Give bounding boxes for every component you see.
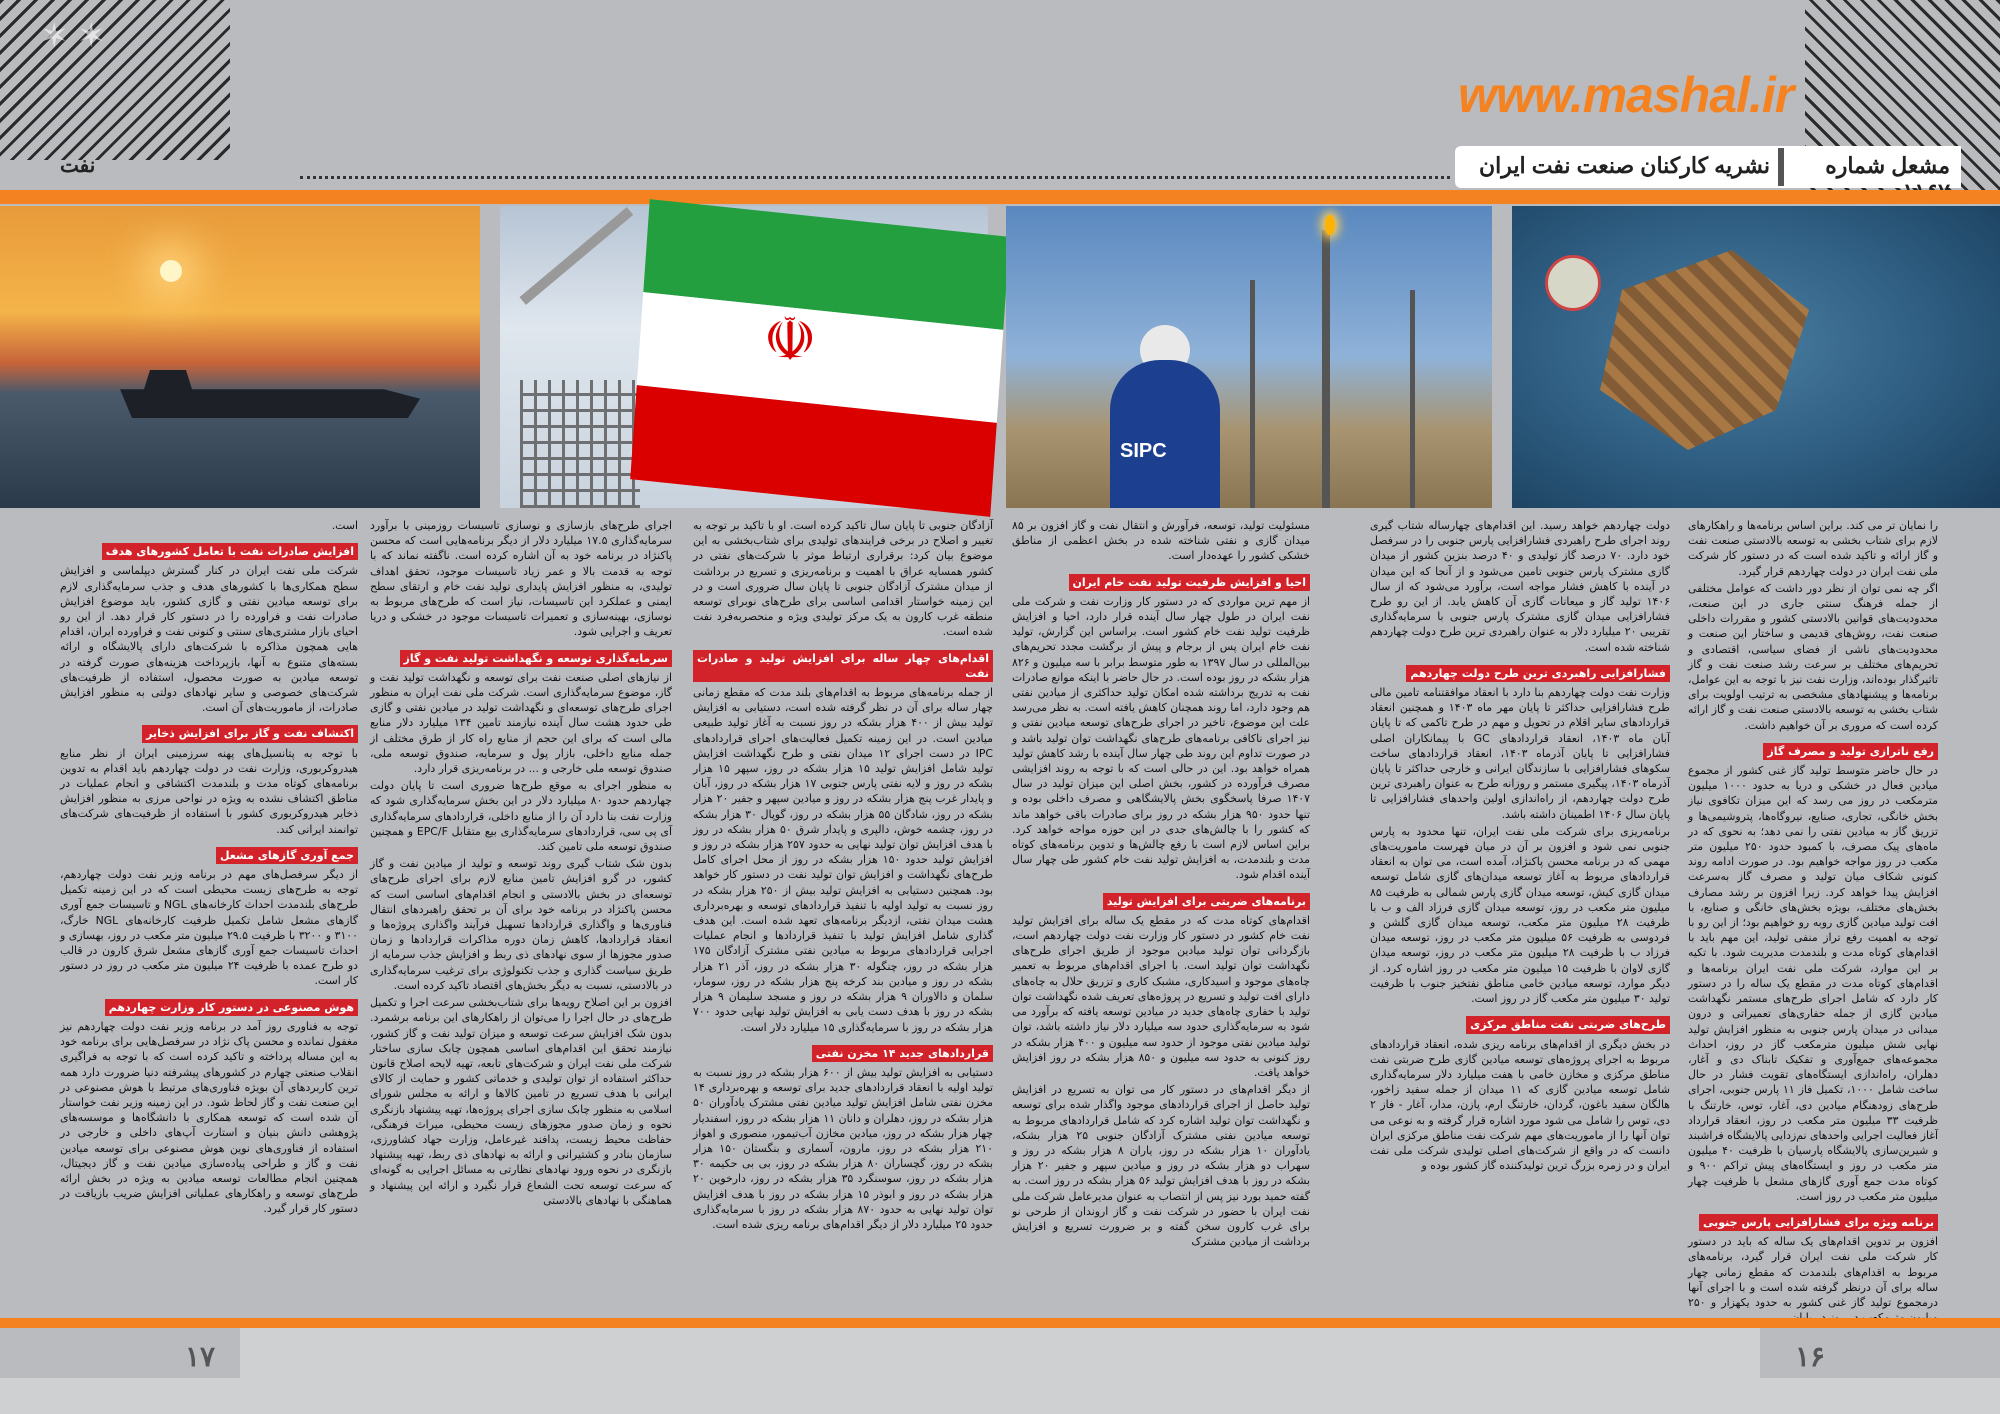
paragraph: از دیگر سرفصل‌های مهم در برنامه وزیر نفت دولت چهاردهم، توجه به طرح‌های زیست محیطی است که در این زمینه تکمیل طرح‌های بلندمدت احداث کارخانه‌های NGL و تاسیسات جمع آوری گازهای مشعل شامل تکمیل ظرفیت کارخانه‌های NGL خارگ، ۳۱۰۰ و ۳۲۰۰ با ظرفیت ۲۹.۵ میلیون متر مکعب در روز، بهسازی و احداث تاسیسات جمع آوری گازهای مشعل شرق کارون در قالب دو طرح عمده با ظرفیت ۲۴ میلیون متر مکعب در روز در دستور کار است.: [60, 868, 359, 988]
photo-sipc-worker: [1006, 206, 1492, 508]
oil-rig-structure: [520, 380, 640, 508]
paragraph: وزارت نفت دولت چهاردهم بنا دارد با انعقاد موافقتنامه تامین مالی طرح فشارافزایی حداکثر تا پایان مهر ماه ۱۴۰۳ و همچنین انعقاد قراردادهای سایر اقلام در تحویل و مهم در طرح تاکمی که تا پایان آبان ماه ۱۴۰۳، انعقاد قراردادهای GC با پیمانکاران اصلی فشارافزایی تا پایان آذرماه ۱۴۰۳، انعقاد قراردادهای ساخت سکوهای فشارافزایی با سازندگان ایرانی و خارجی حداکثر تا پایان آذرماه ۱۴۰۳، پیگیری مستمر و روزانه طرح به عنوان راهبردی ترین طرح دولت چهاردهم، از راه‌اندازی اولین واحدهای فشارافزایی تا پایان سال ۱۴۰۶ اطمینان داشته باشد.: [1370, 686, 1670, 821]
section-heading: برنامه‌های ضربتی برای افزایش تولید: [1103, 893, 1310, 910]
paragraph: آزادگان جنوبی تا پایان سال تاکید کرده است. او با تاکید بر توجه به تغییر و اصلاح در برخی فرایندهای تولیدی برای شتاب‌بخشی به این موضوع بیان کرد: برقراری ارتباط موثر با شرکت‌های نفتی در کشور همسایه عراق با اهمیت و برنامه‌ریزی و تسریع در برداشت از میدان مشترک آزادگان جنوبی تا پایان سال ضروری است و در این زمینه خواستار اقدامی اساسی برای طرح‌های نوبرای توسعه منطقه غرب کارون به یک مرکز تولیدی ویژه و منحصربه‌فرد نفت شده است.: [693, 519, 993, 639]
paragraph: است.: [331, 519, 358, 532]
issue-number: مشعل شماره: [1825, 153, 1950, 178]
article-column-1: [1688, 518, 1938, 1309]
iran-flag: [630, 199, 1010, 517]
footer-bar: [0, 1328, 2000, 1414]
paragraph: اقدام‌های کوتاه مدت که در مقطع یک ساله برای افزایش تولید نفت خام کشور در دستور کار وزارت نفت دولت چهاردهم است، بازگردانی توان تولید میادین موجود از طریق اجرای طرح‌های نگهداشت توان تولید است. با اجرای اقدام‌های مربوط به تعمیر چاه‌های موجود و اسیدکاری، مشبک کاری و تزریق حلال به چاه‌های دارای افت تولید و تسریع در پروژه‌های تعریف شده نگهداشت توان تولید با حفاری چاه‌های جدید در میادین توسعه یافته که برآورد می شود به سرمایه‌گذاری حدود سه میلیارد دلار نیاز داشته باشد، توان تولید میادین نفتی موجود از حدود سه میلیون و ۴۰۰ هزار بشکه در روز کنونی به حدود سه میلیون و ۸۵۰ هزار بشکه در روز افزایش خواهد یافت.: [1012, 913, 1310, 1079]
tower-2: [1250, 280, 1255, 508]
paragraph: اجرای طرح‌های بازسازی و نوسازی تاسیسات روزمینی با برآورد سرمایه‌گذاری ۱۷.۵ میلیارد دلار از دیگر برنامه‌هایی است که محسن پاکنژاد در برنامه خود به آن اشاره کرده است. ناگفته نماند که با توجه به قدمت بالا و عمر زیاد تاسیسات موجود، تحقق اهداف تولیدی، به منظور افزایش پایداری تولید نفت خام و ارتقای سطح ایمنی و عملکرد این تاسیسات، نیاز است که طرح‌های مربوط به نوسازی، بهینه‌سازی و تعمیرات تاسیسات موجود در خشکی و دریا تعریف و اجرایی شود.: [370, 519, 672, 639]
paragraph: از مهم ترین مواردی که در دستور کار وزارت نفت و شرکت ملی نفت ایران در طول چهار سال آینده قرار دارد، احیا و افزایش ظرفیت تولید نفت خام کشور است. براساس این گزارش، تولید نفت خام ایران پس از برجام و پیش از برگشت مجدد تحریم‌های بین‌المللی در سال ۱۳۹۷ به طور متوسط برابر با سه میلیون و ۸۲۶ هزار بشکه در روز بوده است. در حال حاضر با اینکه موانع صادرات نفت به تدریج برداشته شده امکان تولید حداکثری از میادین نفتی هم وجود دارد، اما روند همچنان کاهش یافته است. به نظر می‌رسد علت این موضوع، تاخیر در اجرای طرح‌های توسعه میادین نفتی و نیز اجرای ناکافی برنامه‌های طرح‌های نگهداشت توان تولید باشد و در صورت تداوم این روند طی چهار سال آینده با رشد کاهش تولید همراه خواهد بود. این در حالی است که با توجه به روند افزایشی مصرف فرآورده در کشور، بخش اصلی این میزان تولید در سال ۱۴۰۷ صرفا پاسخگوی بخش پالایشگاهی و مصرف داخلی بوده و تنها حدود ۹۵۰ هزار بشکه در روز برای صادرات باقی خواهد ماند که کشور را با چالش‌های جدی در این حوزه مواجه خواهد کرد. براین اساس لازم است با رفع چالش‌ها و تدوین برنامه‌های کوتاه مدت و بلندمدت، به افزایش تولید نفت خام کشور طی چهار سال آینده اقدام شود.: [1012, 594, 1311, 882]
paragraph: دستیابی به افزایش تولید بیش از ۶۰۰ هزار بشکه در روز نسبت به تولید اولیه با انعقاد قراردادهای جدید برای توسعه و بهره‌برداری ۱۴ مخزن نفتی شامل افزایش تولید میادین نفتی مشترک یادآوران ۵۰ هزار بشکه در روز، دهلران و دانان ۱۱ هزار بشکه در روز، اسفندیار چهار هزار بشکه در روز، میادین مخازن آب‌تیمور، منصوری و اهواز ۲۱۰ هزار بشکه در روز، مارون، آسماری و بنگستان ۱۵۰ هزار بشکه در روز، گچساران ۸۰ هزار بشکه در روز، بی بی حکیمه ۳۰ هزار بشکه در روز، سوسنگرد ۳۵ هزار بشکه در روز، دارخوین ۲۰ هزار بشکه در روز و ابوذر ۱۵ هزار بشکه در روز با هدف افزایش توان تولید نهایی به حدود ۸۷۰ هزار بشکه در روز با سرمایه‌گذاری حدود ۲۵ میلیارد دلار از دیگر اقدام‌های برنامه ریزی شده است.: [693, 1065, 994, 1231]
section-heading: قراردادهای جدید ۱۴ مخزن نفتی: [812, 1045, 993, 1062]
section-heading: اقدام‌های چهار ساله برای افزایش تولید و صادرات نفت: [693, 650, 993, 682]
article-column-6: [60, 518, 358, 1304]
section-heading: فشارافزایی راهبردی ترین طرح دولت چهاردهم: [1406, 665, 1670, 682]
flare-tower: [1322, 230, 1330, 508]
website-url[interactable]: www.mashal.ir: [1458, 67, 1794, 123]
flag-emblem: ☫: [763, 305, 817, 375]
footer-orange-band: [0, 1318, 2000, 1328]
paragraph: اگر چه نمی توان از نظر دور داشت که عوامل مختلفی از جمله فرهنگ سنتی جاری در این صنعت، محدودیت‌های قوانین بالادستی کشور و مقررات داخلی صنعت نفت، روش‌های قدیمی و ساختار این صنعت و محدودیت‌های ناشی از فضای سیاسی، اقتصادی و تحریم‌های مختلف بر سرعت رشد صنعت نفت و گاز تاثیرگذار بوده‌اند، وزارت نفت نیز با توجه به این عوامل، برنامه‌ها و پیشنهادهای مشخصی به ترتیب اولویت برای شتاب بخشی به توسعه بالادستی صنعت نفت و گاز ارائه کرده است که مروری بر آن خواهیم داشت.: [1688, 581, 1938, 732]
paragraph: افزون بر این اصلاح رویه‌ها برای شتاب‌بخشی سرعت اجرا و تکمیل طرح‌های در حال اجرا را می‌توان از راهکارهای این برنامه برشمرد. بدون شک افزایش سرعت توسعه و میزان تولید نفت و گاز کشور، نیازمند تحقق این اقدام‌های اساسی همچون چابک سازی ساختار شرکت ملی نفت ایران و شرکت‌های تابعه، تهیه لایحه اصلاح قانون حداکثر استفاده از توان تولیدی و خدماتی کشور و حمایت از کالای ایرانی با هدف تسریع در تامین کالاها و ارائه به مجلس شورای اسلامی به منظور چابک سازی اجرای پروژه‌ها، تهیه پیشنهاد بازنگری نحوه و زمان صدور مجوزهای زیست محیطی، میراث فرهنگی، حفاظت محیط زیست، پدافند غیرعامل، وزارت جهاد کشاورزی، سازمان بنادر و کشتیرانی و ارائه به نهادهای ذی ربط، تهیه پیشنهاد بازنگری در نحوه ورود نهادهای نظارتی به مسائل اجرایی به گونه‌ای که سرعت توسعه تحت الشعاع قرار نگیرد و ارائه این پیشنهاد و هماهنگی با نهادهای بالادستی: [370, 996, 672, 1207]
header-orange-band: [0, 190, 2000, 204]
paragraph: شرکت ملی نفت ایران در کنار گسترش دیپلماسی و افزایش سطح همکاری‌ها با کشورهای هدف و جذب سرمایه‌گذاری لازم برای توسعه میادین نفتی و گازی کشور، باید موضوع افزایش صادرات نفت و فراورده را در دستور کار قرار دهد. از این رو احیای بازار مشتری‌های سنتی و کنونی نفت و فراورده ایران، اقدام هایی همچون مذاکره با شرکت‌های دارای پالایشگاه و ارائه بسته‌های متنوع به آنها، بازپرداخت هزینه‌های صورت گرفته در توسعه میادین به صورت محصول، استفاده از ظرفیت‌های شرکت‌های خصوصی و سایر نهادهای دولتی به منظور افزایش صادرات، از ماموریت‌های آن است.: [60, 564, 358, 715]
section-title: نفت: [60, 155, 96, 177]
paragraph: افزون بر تدوین اقدام‌های یک ساله که باید در دستور کار شرکت ملی نفت ایران قرار گیرد، برنامه‌های مربوط به اقدام‌های بلندمدت که مقطع زمانی چهار ساله برای آن درنظر گرفته شده است و با اجرای آنها درمجموع تولید گاز غنی کشور به حدود یکهزار و ۲۵۰: [1688, 1235, 1938, 1309]
paragraph: برنامه‌ریزی برای شرکت ملی نفت ایران، تنها محدود به پارس جنوبی نمی شود و افزون بر آن در میان فهرست ماموریت‌های مهمی که در برنامه محسن پاکنژاد، آمده است، می توان به انعقاد قراردادهای مربوط به آغاز توسعه میدان‌های گازی شامل توسعه میدان گازی کیش، توسعه میدان گازی پارس شمالی به ظرفیت ۸۵ میلیون متر مکعب در روز، توسعه میدان گازی فرزاد الف و ب با ظرفیت ۲۸ میلیون متر مکعب، توسعه میدان گازی گلشن و فردوسی به ظرفیت ۵۶ میلیون متر مکعب در روز، توسعه میدان فرزاد ب با ظرفیت ۲۸ میلیون متر مکعب در روز، توسعه میدان گازی لاوان با ظرفیت ۱۵ میلیون متر مکعب در روز اشاره کرد. از دیگر موارد، توسعه میادین خامی مناطق نفتخیز جنوب با ظرفیت تولید ۳۰ میلیون متر مکعب گاز در روز است.: [1370, 824, 1670, 1006]
logo-watermark: ✶ ✶: [40, 18, 106, 55]
section-heading: برنامه ویژه برای فشارافزایی پارس جنوبی: [1699, 1214, 1938, 1231]
section-heading: سرمایه‌گذاری توسعه و نگهداشت تولید نفت و گاز: [400, 650, 672, 667]
section-heading: اکتشاف نفت و گاز برای افزایش ذخایر: [142, 725, 358, 742]
section-heading: احیا و افزایش ظرفیت تولید نفت خام ایران: [1069, 574, 1311, 591]
publication-divider: [1778, 148, 1784, 186]
section-heading: هوش مصنوعی در دستور کار وزارت چهاردهم: [105, 999, 358, 1016]
paragraph: در بخش دیگری از اقدام‌های برنامه ریزی شده، انعقاد قراردادهای مربوط به اجرای پروژه‌های توسعه میادین گازی طرح ضربتی نفت مناطق مرکزی و مخازن خامی با هفت میلیارد دلار سرمایه‌گذاری شامل توسعه میادین گازی که ۱۱ میدان از جمله سفید زاخور، هالگان سفید باغون، گردان، خارتنگ ارم، پازن، مدار، آغار - فاز ۲ دی، توس را شامل می شود مورد اشاره قرار گرفته و به نوعی می توان آنها را از ماموریت‌های مهم شرکت نفت مناطق مرکزی ایران دانست که در واقع از شرکت‌های اصلی تولیدی شرکت ملی نفت ایران و در زمره بزرگ ترین تولیدکننده گاز کشور بوده و: [1370, 1037, 1670, 1173]
paragraph: را نمایان تر می کند. براین اساس برنامه‌ها و راهکارهای لازم برای شتاب بخشی به توسعه بالادستی صنعت نفت و گاز ارائه و تاکید شده است که در دستور کار شرکت ملی نفت ایران در دولت چهاردهم قرار گیرد.: [1688, 519, 1938, 578]
article-column-3: [1012, 518, 1310, 1304]
section-heading: رفع ناترازی تولید و مصرف گاز: [1763, 743, 1938, 760]
photo-tanker-sunset: [0, 206, 480, 508]
paragraph: به منظور اجرای به موقع طرح‌ها ضروری است تا پایان دولت چهاردهم حدود ۸۰ میلیارد دلار در این بخش سرمایه‌گذاری شود که وزارت نفت بنا دارد آن را از منابع داخلی، قراردادهای سرمایه‌گذاری آی پی سی، قراردادهای سرمایه‌گذاری بیع متقابل EPC/F و همچنین صندوق توسعه ملی تامین کند.: [370, 779, 672, 854]
section-heading: افزایش صادرات نفت با تعامل کشورهای هدف: [102, 543, 358, 560]
gas-flare: [1325, 215, 1335, 235]
page-number-right: ۱۶: [1794, 1341, 1826, 1372]
sipc-label: SIPC: [1120, 440, 1167, 462]
sun: [160, 260, 182, 282]
paragraph: توجه به فناوری روز آمد در برنامه وزیر نفت دولت چهاردهم نیز مغفول نمانده و محسن پاک نژاد در سرفصل‌هایی برای برنامه خود به این مساله پرداخته و تاکید کرده است که با توجه به فراگیری انقلاب صنعتی چهارم در کشورهای پیشرفته دنیا ضرورت دارد همه ترین کاربردهای آن بویژه فناوری‌های مرتبط با هوش مصنوعی در این صنعت نفت و گاز لحاظ شود. در این زمینه وزیر نفت خواستار آن شده است که توسعه همکاری با دانشگاه‌ها و موسسه‌های پژوهشی دانش بنیان و استارت آپ‌های داخلی و خارجی در استفاده از فناوری‌های نوین هوش مصنوعی برای توسعه میادین نفت و گاز و طراحی پیاده‌سازی میادین نفت و گاز دیجیتال، همچنین انجام مطالعات توسعه میادین به ویژه در بخش ارائه طرح‌های توسعه و راهکارهای عملیاتی افزایش ضریب بازیافت در دستور کار قرار گیرد.: [60, 1019, 358, 1216]
article-column-5: [370, 518, 672, 1304]
header-dotted-line: [300, 176, 1450, 179]
helipad: [1545, 255, 1601, 311]
paragraph: بدون شک شتاب گیری روند توسعه و تولید از میادین نفت و گاز کشور، در گرو افزایش تامین منابع لازم برای اجرای طرح‌های توسعه‌ای در بخش بالادستی و انجام اقدام‌های اساسی است که محسن پاکنژاد در برنامه خود برای آن بر تحقق راهبردهای انتقال فناوری‌ها و واگذاری قراردادها تسهیل فرآیند واگذاری پروژه‌ها و انعقاد قراردادها، کاهش زمان دوره مذاکرات قراردادها و زمان صدور مجوزها از سوی نهادهای ذی ربط و افزایش جذب سرمایه از طریق سیاست گذاری و جذب تکنولوژی برای ترغیب سرمایه‌گذاری در بالادستی، نسبت به دیگر بخش‌های اقتصاد تاکید کرده است.: [370, 857, 672, 992]
article-column-4: [693, 518, 993, 1304]
article-column-2: [1370, 518, 1670, 1304]
worker: [1110, 360, 1220, 508]
paragraph: در حال حاضر متوسط تولید گاز غنی کشور از مجموع میادین فعال در خشکی و دریا به حدود ۱۰۰۰ میلیون مترمکعب در روز می رسد که این میزان تکافوی نیاز بخش خانگی، تجاری، صنایع، نیروگاه‌ها، پتروشیمی‌ها و تزریق گاز به میادین نفتی را نمی دهد؛ به نحوی که در ماه‌های پیک مصرف، با کمبود حدود ۲۵۰ میلیون متر مکعب در روز مواجه خواهیم بود. در صورت ادامه روند کنونی شکاف میان تولید و مصرف گاز به‌سرعت افزایش پیدا خواهد کرد. زیرا افزون بر رشد مصارف بخش‌های مختلف، بویژه بخش‌های خانگی و صنایع، با افت تولید میادین گازی روبه رو خواهیم بود؛ از این رو با توجه به اهمیت رفع تراز منفی تولید، این مهم باید با اقدام‌های کوتاه مدت و بلندمدت مدیریت شود. با تکیه بر این موارد، شرکت ملی نفت ایران برنامه‌ها و اقدام‌های کوتاه مدت در مقطع یک ساله را در دستور کار دارد که شامل اجرای طرح‌های مستمر نگهداشت میادین گازی از جمله حفاری‌های تعمیراتی و درون میدانی در میدان پارس جنوبی به منظور افزایش تولید نهایی شش میلیون مترمکعب گاز در روز، احداث مجموعه‌های جمع‌آوری و تفکیک تابناک دی و آغار، دهلران، راه‌اندازی ایستگاه‌های تقویت فشار در حال ساخت شامل ۱۰۰۰، تکمیل فاز ۱۱ پارس جنوبی، اجرای طرح‌های زودهنگام میادین دی، آغار، توس، خارتنگ با ظرفیت ۳۳ میلیون متر مکعب در روز، انعقاد قرارداد آغاز فعالیت اجرایی واحدهای نم‌زدایی پالایشگاه فراشبند و شیرین‌سازی پالایشگاه پارسیان با ظرفیت ۴۰ میلیون متر مکعب در روز و ایستگاه‌های پیش تراکم ۹۰۰ و کوتاه مدت جمع آوری گازهای مشعل با ظرفیت چهار میلیون متر مکعب در روز است.: [1688, 764, 1938, 1203]
section-heading: جمع آوری گازهای مشعل: [216, 847, 358, 864]
paragraph: از دیگر اقدام‌های در دستور کار می توان به تسریع در افزایش تولید حاصل از اجرای قراردادهای موجود واگذار شده برای توسعه و نگهداشت توان تولید اشاره کرد که شامل قراردادهای مربوط به توسعه میادین نفتی مشترک آزادگان جنوبی ۲۵ هزار بشکه، یادآوران ۱۰ هزار بشکه در روز، یاران ۸ هزار بشکه در روز و سهراب دو هزار بشکه در روز و میادین سپهر و جفیر ۲۰ هزار بشکه در روز با هدف افزایش تولید ۵۶ هزار بشکه در روز است. به گفته حمید بورد نیز پس از انتصاب به عنوان مدیرعامل شرکت ملی نفت ایران با حضور در شرکت نفت و گاز اروندان از طرحی نو برای غرب کارون سخن گفته و بر ضرورت تسریع و افزایش برداشت از میادین مشترک: [1012, 1083, 1311, 1249]
paragraph: از جمله برنامه‌های مربوط به اقدام‌های بلند مدت که مقطع زمانی چهار ساله برای آن در نظر گرفته شده است، دستیابی به افزایش تولید بیش از ۴۰۰ هزار بشکه در روز نسبت به آغاز تولید طبیعی میادین است. در این زمینه تکمیل فعالیت‌های اجرای قراردادهای IPC در دست اجرای ۱۲ میدان نفتی و طرح نگهداشت افزایش تولید شامل افزایش تولید ۱۵ هزار بشکه در روز، سپهر ۱۵ هزار بشکه در روز و لایه نفتی پارس جنوبی ۱۷ هزار بشکه در روز، آبان و پایدار غرب پنج هزار بشکه در روز و میادین سپهر و جفیر ۲۰ هزار بشکه در روز، شادگان ۵۵ هزار بشکه در روز، گوپال ۳۰ هزار بشکه در روز، چشمه خوش، دالپری و پایدار شرق ۵۰ هزار بشکه در روز با هدف افزایش توان تولید نهایی به حدود ۲۵۷ هزار بشکه در روز و افزایش تولید حدود ۱۵۰ هزار بشکه در روز از محل اجرای کامل طرح‌های نگهداشت و افزایش توان تولید نفت در دستور کار خواهد بود. همچنین دستیابی به افزایش تولید بیش از ۲۵۰ هزار بشکه در روز نسبت به تولید اولیه با تنفیذ قراردادهای توسعه و بهره‌برداری هشت میدان نفتی، ازدیگر برنامه‌های تعهد شده است. این هدف گذاری شامل افزایش تولید با تنفیذ قراردادها و انجام عملیات اجرایی قراردادهای مربوط به میادین نفتی مشترک آزادگان ۱۷۵ هزار بشکه در روز، چنگوله ۳۰ هزار بشکه در روز، آذر ۲۱ هزار بشکه در روز و میادین بند کرخه پنج هزار بشکه در روز، سومار، سلمان و دالاوران ۹ هزار بشکه در روز و مسجد سلیمان ۹ هزار بشکه در روز با هدف دست یابی به افزایش تولید نهایی حدود ۷۰۰ هزار بشکه در روز با سرمایه‌گذاری ۱۵ میلیارد دلار است.: [693, 686, 994, 1034]
section-heading: طرح‌های ضربتی نفت مناطق مرکزی: [1466, 1016, 1670, 1033]
paragraph: از نیازهای اصلی صنعت نفت برای توسعه و نگهداشت تولید نفت و گاز، موضوع سرمایه‌گذاری است. شرکت ملی نفت ایران به منظور اجرای طرح‌های توسعه‌ای و نگهداشت تولید در میادین نفتی و گازی طی حدود هشت سال آینده نیازمند تامین ۱۳۴ میلیارد دلار منابع مالی است که برای این حجم از منابع راه کار از طرق مختلف از جمله منابع داخلی، بازار پول و سرمایه، صندوق توسعه ملی، صندوق توسعه ملی خارجی و ... در برنامه‌ریزی قرار دارد.: [370, 670, 672, 776]
publication-name: نشریه کارکنان صنعت نفت ایران: [1478, 153, 1770, 178]
paragraph: مسئولیت تولید، توسعه، فرآورش و انتقال نفت و گاز افزون بر ۸۵ میدان گازی و نفتی شناخته شده در بخش اعظمی از مناطق خشکی کشور را عهده‌دار است.: [1012, 519, 1310, 563]
tower-3: [1410, 290, 1415, 508]
paragraph: دولت چهاردهم خواهد رسید. این اقدام‌های چهارساله شتاب گیری روند اجرای طرح راهبردی فشارافزایی پارس جنوبی را در سرفصل خود دارد. ۷۰ درصد گاز تولیدی و ۴۰ درصد بنزین کشور از میدان گازی مشترک پارس جنوبی تامین می‌شود و از آنجا که این میدان در آینده با کاهش فشار مواجه است، برآورد می‌شود که از سال ۱۴۰۶ تولید گاز و میعانات گازی آن کاهش یابد. از این رو طرح فشارافزایی میدان گازی مشترک پارس جنوبی با سرمایه‌گذاری تقریبی ۲۰ میلیارد دلار به عنوان راهبردی ترین طرح دولت چهاردهم شناخته شده است.: [1370, 519, 1671, 654]
page-number-left: ۱۷: [184, 1341, 216, 1372]
paragraph: با توجه به پتانسیل‌های پهنه سرزمینی ایران از نظر منابع هیدروکربوری، وزارت نفت در دولت چهاردهم باید اقدام به تدوین برنامه‌های کوتاه مدت و بلندمدت اکتشافی و انجام عملیات در مناطق اکتشاف نشده به ویژه در نواحی مرزی به منظور افزایش ذخایر هیدروکربوری کشور با استفاده از ظرفیت‌های شرکت‌های توانمند ایرانی کند.: [60, 746, 358, 836]
